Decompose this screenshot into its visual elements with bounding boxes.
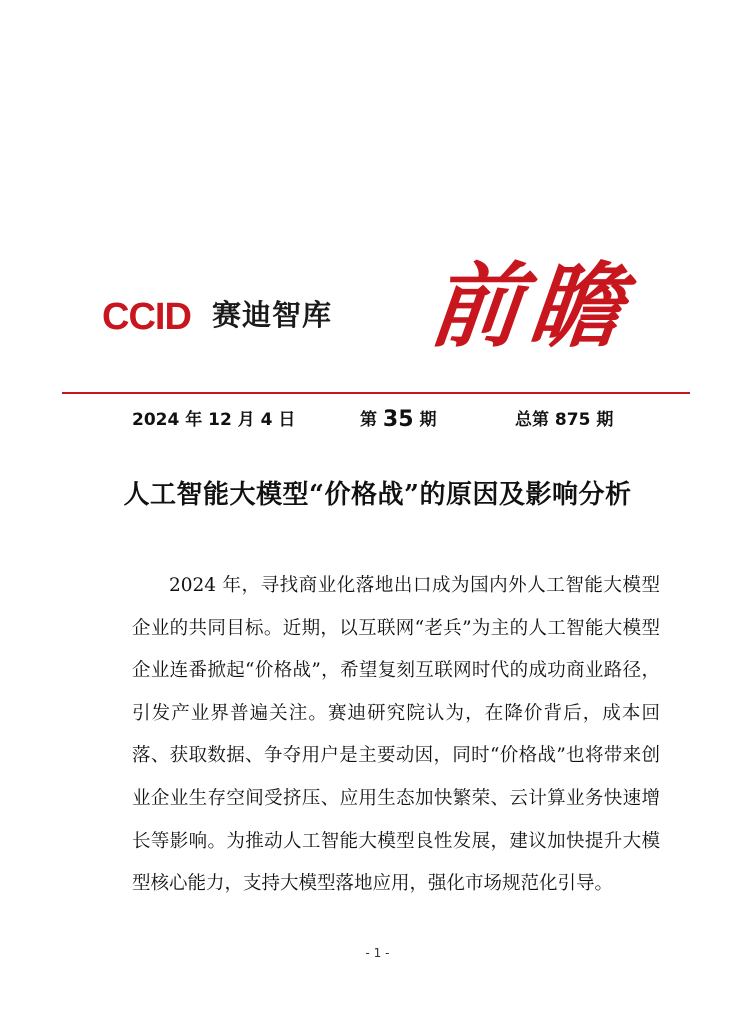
issue-total: 总第 875 期 [515, 410, 614, 430]
page-number: - 1 - [365, 946, 390, 960]
issue-info [0, 402, 755, 430]
issue-number-value: 35 [382, 407, 414, 432]
issue-number-suffix: 期 [419, 410, 437, 430]
issue-number-prefix: 第 [360, 410, 377, 430]
org-name: 赛迪智库 [212, 298, 333, 332]
body-paragraph: 2024 年，寻找商业化落地出口成为国内外人工智能大模型企业的共同目标。近期，以互联网“老兵”为主的人工智能大模型企业连番掀起“价格战”，希望复刻互联网时代的成功商业路径，引发产业界普遍关注。赛迪研究院认为，在降价背后，成本回落、获取数据、争夺用户是主要动因，同时“价格战”也将带来创业企业生存空间受挤压、应用生态加快繁荣、云计算业务快速增长等影响。为推动人工智能大模型良性发展，建议加快提升大模型核心能力，支持大模型落地应用，强化市场规范化引导。 [132, 575, 660, 895]
header-divider [62, 392, 690, 394]
issue-number [360, 405, 436, 431]
ccid-logo: CCID [102, 296, 191, 338]
publication-calligraphy: 前瞻 [424, 252, 636, 360]
issue-date: 2024 年 12 月 4 日 [132, 410, 296, 430]
document-title: 人工智能大模型“价格战”的原因及影响分析 [123, 480, 632, 510]
masthead [62, 250, 692, 388]
